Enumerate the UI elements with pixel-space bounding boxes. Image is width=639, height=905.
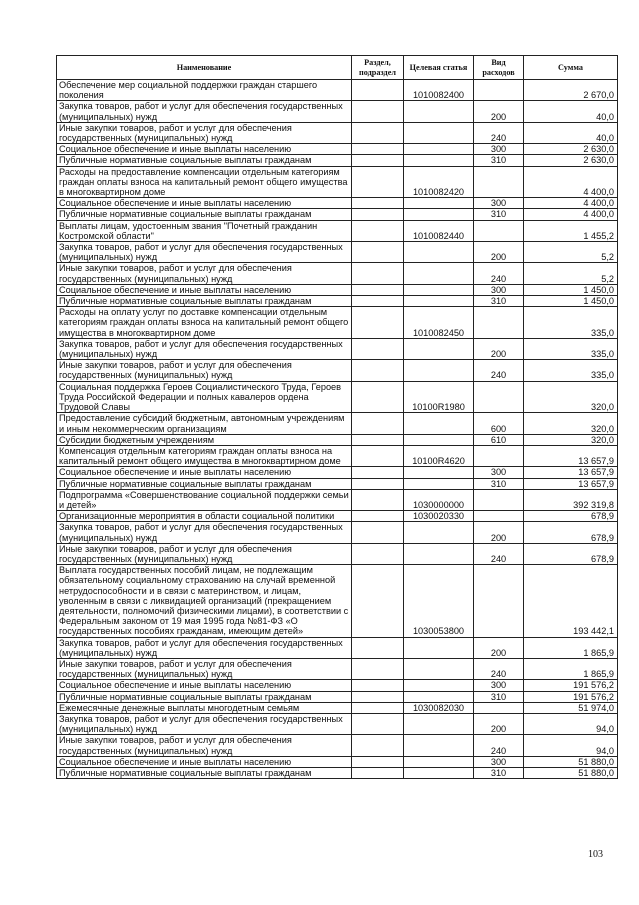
cell-type: 310 <box>474 209 524 220</box>
table-row <box>57 166 618 198</box>
table-row <box>57 434 618 445</box>
cell-name: Закупка товаров, работ и услуг для обеспечения государственных (муниципальных) нужд <box>57 242 352 263</box>
cell-section <box>352 101 404 122</box>
table-row <box>57 756 618 767</box>
cell-type: 310 <box>474 691 524 702</box>
cell-section <box>352 198 404 209</box>
cell-type: 310 <box>474 768 524 779</box>
cell-name: Иные закупки товаров, работ и услуг для обеспечения государственных (муниципальных) нужд <box>57 735 352 756</box>
cell-sum: 94,0 <box>524 735 618 756</box>
cell-target <box>404 284 474 295</box>
table-row <box>57 307 618 339</box>
table-row <box>57 637 618 658</box>
cell-name: Иные закупки товаров, работ и услуг для обеспечения государственных (муниципальных) нужд <box>57 658 352 679</box>
cell-section <box>352 637 404 658</box>
cell-type: 310 <box>474 155 524 166</box>
cell-target <box>404 296 474 307</box>
cell-name: Иные закупки товаров, работ и услуг для обеспечения государственных (муниципальных) нужд <box>57 360 352 381</box>
cell-section <box>352 155 404 166</box>
cell-sum: 51 880,0 <box>524 768 618 779</box>
cell-type: 240 <box>474 360 524 381</box>
cell-name: Обеспечение мер социальной поддержки граждан старшего поколения <box>57 80 352 101</box>
header-name: Наименование <box>57 56 352 80</box>
cell-sum: 2 670,0 <box>524 80 618 101</box>
cell-name: Выплата государственных пособий лицам, не подлежащим обязательному социальному страхованию на случай временной нетрудоспособности и в связи с материнством, и лицам, уволенным в связи с ликвидацией организаций (прекращением деятельности, полномочий физическими лицами), в соответствии с Федеральным законом от 19 мая 1995 года №81-ФЗ «О государственных пособиях гражданам, имеющим детей» <box>57 565 352 637</box>
cell-name: Публичные нормативные социальные выплаты гражданам <box>57 296 352 307</box>
cell-sum: 335,0 <box>524 307 618 339</box>
cell-section <box>352 166 404 198</box>
table-row <box>57 338 618 359</box>
cell-target <box>404 155 474 166</box>
cell-sum: 320,0 <box>524 381 618 413</box>
cell-target <box>404 691 474 702</box>
table-header-row <box>57 56 618 80</box>
cell-section <box>352 467 404 478</box>
cell-type: 610 <box>474 434 524 445</box>
cell-section <box>352 543 404 564</box>
cell-section <box>352 702 404 713</box>
cell-sum: 51 974,0 <box>524 702 618 713</box>
cell-section <box>352 445 404 466</box>
cell-sum: 51 880,0 <box>524 756 618 767</box>
cell-target <box>404 713 474 734</box>
table-row <box>57 80 618 101</box>
cell-type: 240 <box>474 735 524 756</box>
cell-sum: 678,9 <box>524 511 618 522</box>
cell-name: Социальное обеспечение и иные выплаты населению <box>57 198 352 209</box>
cell-sum: 5,2 <box>524 263 618 284</box>
cell-type: 200 <box>474 338 524 359</box>
cell-section <box>352 756 404 767</box>
cell-section <box>352 511 404 522</box>
table-body <box>57 80 618 779</box>
cell-type: 200 <box>474 713 524 734</box>
cell-target: 1010082440 <box>404 220 474 241</box>
cell-target <box>404 122 474 143</box>
header-sum: Сумма <box>524 56 618 80</box>
cell-section <box>352 381 404 413</box>
cell-sum: 191 576,2 <box>524 691 618 702</box>
cell-sum: 2 630,0 <box>524 144 618 155</box>
cell-target <box>404 680 474 691</box>
cell-section <box>352 122 404 143</box>
cell-type: 300 <box>474 284 524 295</box>
cell-name: Социальная поддержка Героев Социалистического Труда, Героев Труда Российской Федерации и полных кавалеров ордена Трудовой Славы <box>57 381 352 413</box>
cell-type: 200 <box>474 522 524 543</box>
cell-target <box>404 768 474 779</box>
cell-type: 600 <box>474 413 524 434</box>
cell-sum: 392 319,8 <box>524 489 618 510</box>
cell-type <box>474 445 524 466</box>
cell-name: Компенсация отдельным категориям граждан оплаты взноса на капитальный ремонт общего имущества в многоквартирном доме <box>57 445 352 466</box>
cell-section <box>352 434 404 445</box>
cell-sum: 320,0 <box>524 413 618 434</box>
cell-type: 240 <box>474 263 524 284</box>
cell-sum: 13 657,9 <box>524 467 618 478</box>
cell-name: Публичные нормативные социальные выплаты гражданам <box>57 768 352 779</box>
header-type: Вид расходов <box>474 56 524 80</box>
table-row <box>57 122 618 143</box>
cell-section <box>352 565 404 637</box>
cell-sum: 40,0 <box>524 101 618 122</box>
cell-sum: 1 865,9 <box>524 658 618 679</box>
cell-sum: 678,9 <box>524 522 618 543</box>
table-row <box>57 489 618 510</box>
cell-target <box>404 338 474 359</box>
cell-name: Закупка товаров, работ и услуг для обеспечения государственных (муниципальных) нужд <box>57 338 352 359</box>
cell-sum: 193 442,1 <box>524 565 618 637</box>
cell-section <box>352 691 404 702</box>
cell-target: 1010082420 <box>404 166 474 198</box>
cell-target <box>404 413 474 434</box>
table-row <box>57 413 618 434</box>
cell-name: Социальное обеспечение и иные выплаты населению <box>57 680 352 691</box>
cell-section <box>352 144 404 155</box>
cell-target <box>404 478 474 489</box>
cell-name: Социальное обеспечение и иные выплаты населению <box>57 144 352 155</box>
cell-sum: 1 865,9 <box>524 637 618 658</box>
cell-name: Иные закупки товаров, работ и услуг для обеспечения государственных (муниципальных) нужд <box>57 263 352 284</box>
cell-section <box>352 735 404 756</box>
table-row <box>57 381 618 413</box>
cell-target <box>404 658 474 679</box>
table-row <box>57 284 618 295</box>
cell-sum: 678,9 <box>524 543 618 564</box>
cell-target <box>404 209 474 220</box>
header-target: Целевая статья <box>404 56 474 80</box>
cell-sum: 335,0 <box>524 360 618 381</box>
cell-name: Выплаты лицам, удостоенным звания "Почетный гражданин Костромской области" <box>57 220 352 241</box>
table-row <box>57 565 618 637</box>
cell-target: 10100R4620 <box>404 445 474 466</box>
table-row <box>57 263 618 284</box>
cell-sum: 191 576,2 <box>524 680 618 691</box>
cell-name: Закупка товаров, работ и услуг для обеспечения государственных (муниципальных) нужд <box>57 637 352 658</box>
cell-type: 300 <box>474 756 524 767</box>
cell-type <box>474 220 524 241</box>
cell-target: 1030000000 <box>404 489 474 510</box>
cell-type <box>474 702 524 713</box>
cell-type <box>474 307 524 339</box>
table-row <box>57 522 618 543</box>
table-row <box>57 296 618 307</box>
cell-target <box>404 263 474 284</box>
table-row <box>57 543 618 564</box>
cell-section <box>352 680 404 691</box>
cell-target <box>404 434 474 445</box>
cell-type: 240 <box>474 122 524 143</box>
cell-section <box>352 296 404 307</box>
cell-section <box>352 489 404 510</box>
cell-target: 1030082030 <box>404 702 474 713</box>
cell-name: Социальное обеспечение и иные выплаты населению <box>57 284 352 295</box>
cell-type <box>474 381 524 413</box>
cell-target <box>404 467 474 478</box>
header-section: Раздел, подраздел <box>352 56 404 80</box>
cell-name: Публичные нормативные социальные выплаты гражданам <box>57 209 352 220</box>
cell-type: 310 <box>474 296 524 307</box>
cell-section <box>352 413 404 434</box>
cell-name: Предоставление субсидий бюджетным, автономным учреждениям и иным некоммерческим организациям <box>57 413 352 434</box>
cell-name: Закупка товаров, работ и услуг для обеспечения государственных (муниципальных) нужд <box>57 713 352 734</box>
cell-section <box>352 658 404 679</box>
cell-sum: 335,0 <box>524 338 618 359</box>
cell-sum: 4 400,0 <box>524 198 618 209</box>
cell-section <box>352 209 404 220</box>
cell-sum: 5,2 <box>524 242 618 263</box>
cell-sum: 1 455,2 <box>524 220 618 241</box>
cell-section <box>352 522 404 543</box>
table-row <box>57 702 618 713</box>
table-row <box>57 144 618 155</box>
cell-section <box>352 220 404 241</box>
cell-type: 240 <box>474 658 524 679</box>
cell-target: 10100R1980 <box>404 381 474 413</box>
table-row <box>57 658 618 679</box>
cell-target: 1010082450 <box>404 307 474 339</box>
table-row <box>57 735 618 756</box>
cell-name: Подпрограмма «Совершенствование социальной поддержки семьи и детей» <box>57 489 352 510</box>
cell-name: Публичные нормативные социальные выплаты гражданам <box>57 155 352 166</box>
cell-type: 200 <box>474 101 524 122</box>
cell-type: 300 <box>474 144 524 155</box>
cell-type <box>474 511 524 522</box>
cell-section <box>352 338 404 359</box>
cell-target: 1030020330 <box>404 511 474 522</box>
cell-target <box>404 242 474 263</box>
table-row <box>57 511 618 522</box>
budget-table-container <box>56 55 617 779</box>
cell-name: Закупка товаров, работ и услуг для обеспечения государственных (муниципальных) нужд <box>57 522 352 543</box>
cell-section <box>352 80 404 101</box>
cell-name: Ежемесячные денежные выплаты многодетным семьям <box>57 702 352 713</box>
cell-type: 240 <box>474 543 524 564</box>
cell-section <box>352 263 404 284</box>
budget-table <box>56 55 618 779</box>
cell-type: 300 <box>474 198 524 209</box>
cell-target <box>404 522 474 543</box>
cell-sum: 320,0 <box>524 434 618 445</box>
cell-target <box>404 756 474 767</box>
cell-type: 310 <box>474 478 524 489</box>
cell-name: Социальное обеспечение и иные выплаты населению <box>57 467 352 478</box>
cell-target <box>404 198 474 209</box>
cell-name: Закупка товаров, работ и услуг для обеспечения государственных (муниципальных) нужд <box>57 101 352 122</box>
cell-section <box>352 360 404 381</box>
cell-name: Расходы на оплату услуг по доставке компенсации отдельным категориям граждан оплаты взноса на капитальный ремонт общего имущества в многоквартирном доме <box>57 307 352 339</box>
cell-sum: 4 400,0 <box>524 166 618 198</box>
cell-sum: 13 657,9 <box>524 445 618 466</box>
table-row <box>57 467 618 478</box>
cell-name: Публичные нормативные социальные выплаты гражданам <box>57 691 352 702</box>
cell-sum: 1 450,0 <box>524 284 618 295</box>
cell-name: Расходы на предоставление компенсации отдельным категориям граждан оплаты взноса на капитальный ремонт общего имущества в многоквартирном доме <box>57 166 352 198</box>
table-row <box>57 713 618 734</box>
cell-name: Иные закупки товаров, работ и услуг для обеспечения государственных (муниципальных) нужд <box>57 543 352 564</box>
cell-target <box>404 360 474 381</box>
cell-target <box>404 637 474 658</box>
table-row <box>57 478 618 489</box>
cell-type <box>474 489 524 510</box>
cell-name: Социальное обеспечение и иные выплаты населению <box>57 756 352 767</box>
cell-type: 200 <box>474 242 524 263</box>
table-row <box>57 198 618 209</box>
page-number: 103 <box>588 849 603 860</box>
table-row <box>57 155 618 166</box>
table-row <box>57 691 618 702</box>
cell-sum: 2 630,0 <box>524 155 618 166</box>
cell-section <box>352 242 404 263</box>
cell-name: Иные закупки товаров, работ и услуг для обеспечения государственных (муниципальных) нужд <box>57 122 352 143</box>
cell-type <box>474 565 524 637</box>
cell-sum: 4 400,0 <box>524 209 618 220</box>
table-row <box>57 768 618 779</box>
cell-target: 1030053800 <box>404 565 474 637</box>
table-row <box>57 242 618 263</box>
cell-target <box>404 144 474 155</box>
table-row <box>57 220 618 241</box>
cell-section <box>352 284 404 295</box>
table-row <box>57 360 618 381</box>
cell-sum: 13 657,9 <box>524 478 618 489</box>
cell-section <box>352 478 404 489</box>
cell-target <box>404 543 474 564</box>
cell-section <box>352 307 404 339</box>
cell-target <box>404 101 474 122</box>
cell-type <box>474 80 524 101</box>
cell-sum: 94,0 <box>524 713 618 734</box>
cell-target <box>404 735 474 756</box>
table-row <box>57 680 618 691</box>
table-row <box>57 101 618 122</box>
cell-name: Организационные мероприятия в области социальной политики <box>57 511 352 522</box>
cell-sum: 1 450,0 <box>524 296 618 307</box>
cell-type <box>474 166 524 198</box>
table-row <box>57 209 618 220</box>
cell-type: 200 <box>474 637 524 658</box>
cell-name: Субсидии бюджетным учреждениям <box>57 434 352 445</box>
cell-name: Публичные нормативные социальные выплаты гражданам <box>57 478 352 489</box>
cell-sum: 40,0 <box>524 122 618 143</box>
cell-section <box>352 768 404 779</box>
cell-section <box>352 713 404 734</box>
cell-type: 300 <box>474 467 524 478</box>
cell-type: 300 <box>474 680 524 691</box>
cell-target: 1010082400 <box>404 80 474 101</box>
table-row <box>57 445 618 466</box>
